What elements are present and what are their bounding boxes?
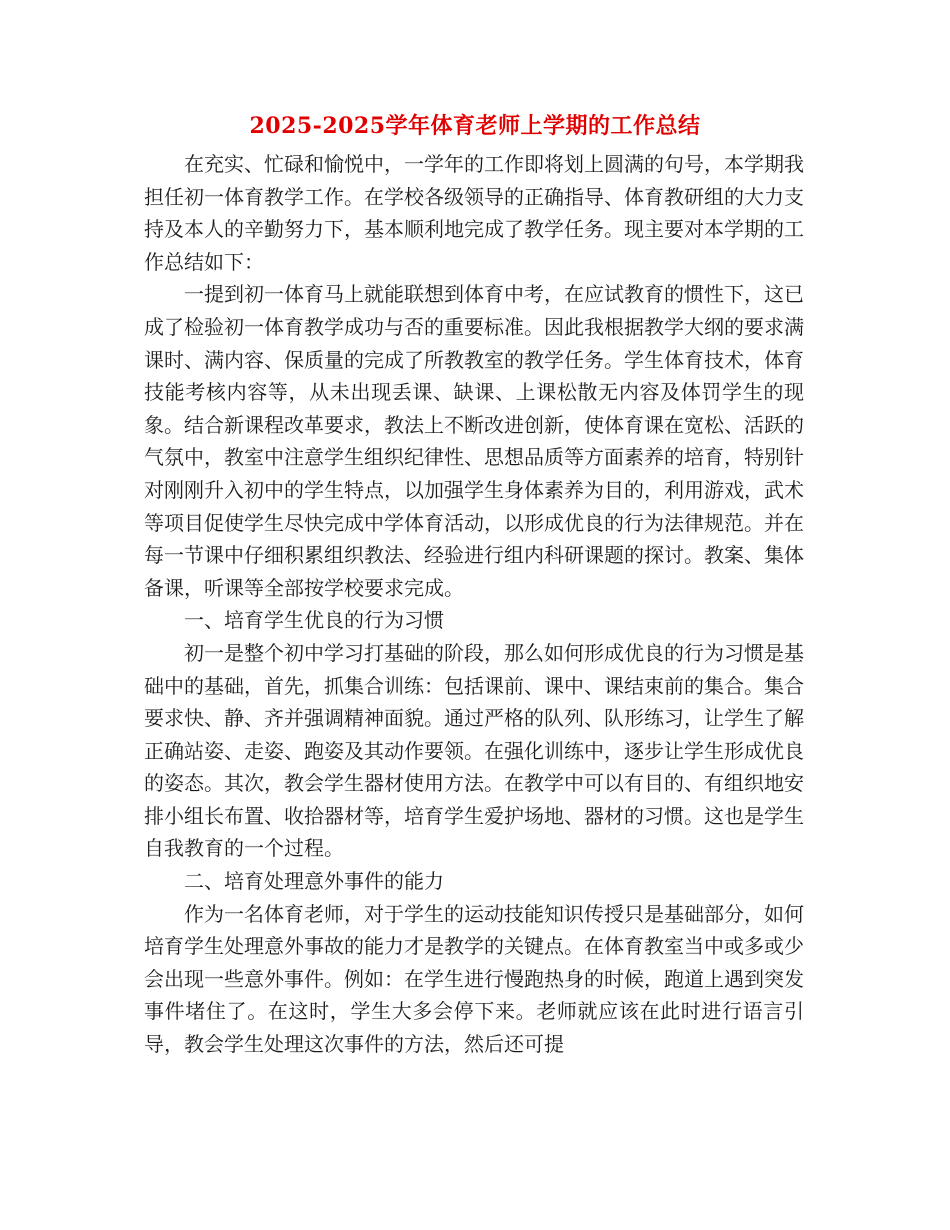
paragraph-incidents: 作为一名体育老师，对于学生的运动技能知识传授只是基础部分，如何培育学生处理意外事故的能力才是教学的关键点。在体育教室当中或多或少会出现一些意外事件。例如：在学生进行慢跑热身的时候，跑道上遇到突发事件堵住了。在这时，学生大多会停下来。老师就应该在此时进行语言引导，教会学生处理这次事件的方法，然后还可提	[144, 901, 804, 1057]
document-body	[144, 148, 804, 1061]
document-title: 2025-2025学年体育老师上学期的工作总结	[249, 113, 701, 139]
section-heading-1: 一、培育学生优良的行为习惯	[184, 608, 444, 633]
section-heading-2: 二、培育处理意外事件的能力	[184, 869, 444, 894]
paragraph-intro: 在充实、忙碌和愉悦中，一学年的工作即将划上圆满的句号，本学期我担任初一体育教学工作。在学校各级领导的正确指导、体育教研组的大力支持及本人的辛勤努力下，基本顺利地完成了教学任务。现主要对本学期的工作总结如下：	[144, 152, 804, 274]
paragraph-habits: 初一是整个初中学习打基础的阶段，那么如何形成优良的行为习惯是基础中的基础，首先，抓集合训练：包括课前、课中、课结束前的集合。集合要求快、静、齐并强调精神面貌。通过严格的队列、队形练习，让学生了解正确站姿、走姿、跑姿及其动作要领。在强化训练中，逐步让学生形成优良的姿态。其次，教会学生器材使用方法。在教学中可以有目的、有组织地安排小组长布置、收拾器材等，培育学生爱护场地、器材的习惯。这也是学生自我教育的一个过程。	[144, 640, 804, 861]
paragraph-teaching: 一提到初一体育马上就能联想到体育中考，在应试教育的惯性下，这已成了检验初一体育教学成功与否的重要标准。因此我根据教学大纲的要求满课时、满内容、保质量的完成了所教教室的教学任务。学生体育技术，体育技能考核内容等，从未出现丢课、缺课、上课松散无内容及体罚学生的现象。结合新课程改革要求，教法上不断改进创新，使体育课在宽松、活跃的气氛中，教室中注意学生组织纪律性、思想品质等方面素养的培育，特别针对刚刚升入初中的学生特点，以加强学生身体素养为目的，利用游戏，武术等项目促使学生尽快完成中学体育活动，以形成优良的行为法律规范。并在每一节课中仔细积累组织教法、经验进行组内科研课题的探讨。教案、集体备课，听课等全部按学校要求完成。	[144, 282, 804, 600]
